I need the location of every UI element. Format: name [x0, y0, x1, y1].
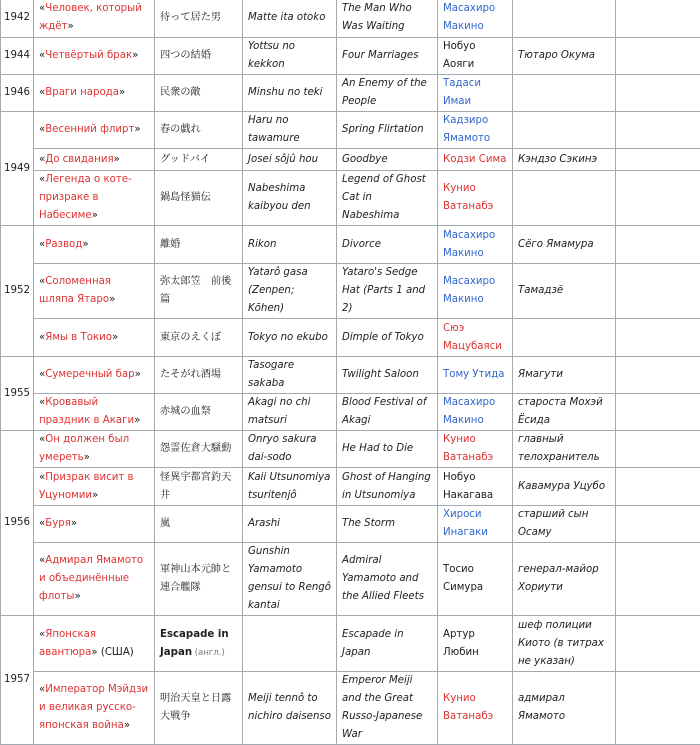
romaji-cell: Minshu no teki: [243, 75, 337, 112]
director-cell: [438, 75, 513, 112]
japanese-title: 四つの結婚: [160, 50, 211, 61]
romaji-cell: Gunshin Yamamoto gensui to Rengô kantai: [243, 543, 337, 616]
romaji-cell: Tasogare sakaba: [243, 357, 337, 394]
empty-cell: [616, 616, 700, 672]
director-cell: [438, 149, 513, 171]
director-cell: [438, 0, 513, 38]
title-link[interactable]: Развод: [45, 239, 82, 250]
year-cell: 1942: [1, 0, 34, 38]
empty-cell: [616, 149, 700, 171]
english-title-cell: Escapade in Japan: [337, 616, 438, 672]
role-cell: старший сын Осаму: [513, 506, 616, 543]
title-cell: «Легенда о коте-призраке в Набесиме»: [34, 171, 155, 226]
role-cell: генерал-майор Хориути: [513, 543, 616, 616]
director-name[interactable]: Кунио Ватанабэ: [443, 183, 493, 212]
title-link[interactable]: Буря: [45, 518, 71, 529]
role-cell: Сёго Ямамура: [513, 226, 616, 264]
english-title-cell: Yataro's Sedge Hat (Parts 1 and 2): [337, 264, 438, 319]
table-row: [1, 616, 700, 672]
english-title-cell: Twilight Saloon: [337, 357, 438, 394]
table-row: [1, 506, 700, 543]
director-cell: [438, 506, 513, 543]
table-row: [1, 38, 700, 75]
japanese-title: 嵐: [160, 518, 170, 529]
japanese-title-cell: [155, 394, 243, 431]
japanese-title-cell: [155, 0, 243, 38]
japanese-title: 春の戯れ: [160, 124, 201, 135]
english-title-cell: Emperor Meiji and the Great Russo-Japanese War: [337, 672, 438, 745]
table-row: [1, 543, 700, 616]
director-cell: [438, 431, 513, 468]
role-cell: [513, 319, 616, 357]
romaji-cell: Haru no tawamure: [243, 112, 337, 149]
japanese-title-cell: [155, 506, 243, 543]
director-cell: [438, 264, 513, 319]
empty-cell: [616, 75, 700, 112]
table-row: [1, 468, 700, 506]
title-cell: «До свидания»: [34, 149, 155, 171]
japanese-title: たそがれ酒場: [160, 369, 221, 380]
role-cell: Кэндзо Сэкинэ: [513, 149, 616, 171]
title-cell: «Соломенная шляпа Ятаро»: [34, 264, 155, 319]
role-cell: [513, 75, 616, 112]
title-suffix: (США): [98, 647, 134, 658]
title-cell: «Сумеречный бар»: [34, 357, 155, 394]
title-link[interactable]: Император Мэйдзи и великая русско-японская война: [39, 684, 148, 731]
role-cell: староста Мохэй Ёсида: [513, 394, 616, 431]
director-name[interactable]: Кадзиро Ямамото: [443, 115, 490, 144]
japanese-title-cell: [155, 75, 243, 112]
empty-cell: [616, 112, 700, 149]
title-cell: «Человек, который ждёт»: [34, 0, 155, 38]
japanese-title-cell: [155, 38, 243, 75]
romaji-cell: Yatarô gasa (Zenpen; Kōhen): [243, 264, 337, 319]
japanese-title: 軍神山本元帥と連合艦隊: [160, 564, 231, 593]
director-cell: [438, 112, 513, 149]
title-cell: «Буря»: [34, 506, 155, 543]
empty-cell: [616, 506, 700, 543]
role-cell: адмирал Ямамото: [513, 672, 616, 745]
japanese-title: Escapade in Japan: [160, 629, 229, 658]
romaji-cell: Matte ita otoko: [243, 0, 337, 38]
romaji-cell: Meiji tennô to nichiro daisenso: [243, 672, 337, 745]
japanese-title: 明治天皇と日露大戦争: [160, 693, 231, 722]
title-cell: «Четвёртый брак»: [34, 38, 155, 75]
year-cell: 1949: [1, 112, 34, 226]
title-link[interactable]: Четвёртый брак: [45, 50, 132, 61]
empty-cell: [616, 431, 700, 468]
language-note: (англ.): [192, 648, 225, 658]
role-cell: [513, 112, 616, 149]
table-body: [1, 0, 700, 745]
english-title-cell: The Man Who Was Waiting: [337, 0, 438, 38]
title-cell: «Развод»: [34, 226, 155, 264]
japanese-title-cell: [155, 431, 243, 468]
japanese-title: 東京のえくぼ: [160, 332, 221, 343]
japanese-title-cell: [155, 616, 243, 672]
japanese-title-cell: [155, 149, 243, 171]
japanese-title: 怨霊佐倉大騒動: [160, 443, 231, 454]
japanese-title: 弥太郎笠 前後篇: [160, 276, 231, 305]
romaji-cell: Onryo sakura dai-sodo: [243, 431, 337, 468]
role-cell: [513, 171, 616, 226]
director-cell: [438, 394, 513, 431]
year-cell: 1956: [1, 431, 34, 616]
title-cell: «Призрак висит в Уцуномии»: [34, 468, 155, 506]
table-row: [1, 0, 700, 38]
director-cell: [438, 543, 513, 616]
japanese-title-cell: [155, 468, 243, 506]
role-cell: главный телохранитель: [513, 431, 616, 468]
director-name[interactable]: Тому Утида: [443, 369, 504, 380]
romaji-cell: Josei sôjû hou: [243, 149, 337, 171]
english-title-cell: Admiral Yamamoto and the Allied Fleets: [337, 543, 438, 616]
director-name: Тосио Симура: [443, 564, 483, 593]
director-name[interactable]: Сюэ Мацубаяси: [443, 323, 502, 352]
table-row: [1, 672, 700, 745]
empty-cell: [616, 357, 700, 394]
japanese-title-cell: [155, 319, 243, 357]
table-row: [1, 171, 700, 226]
japanese-title-cell: [155, 357, 243, 394]
director-cell: [438, 672, 513, 745]
director-name[interactable]: Масахиро Макино: [443, 397, 495, 426]
title-link[interactable]: Ямы в Токио: [45, 332, 112, 343]
empty-cell: [616, 468, 700, 506]
director-name: Артур Любин: [443, 629, 479, 658]
year-cell: 1955: [1, 357, 34, 431]
director-name[interactable]: Кодзи Сима: [443, 154, 506, 165]
role-cell: Тютаро Окума: [513, 38, 616, 75]
english-title-cell: Spring Flirtation: [337, 112, 438, 149]
director-cell: [438, 357, 513, 394]
romaji-cell: Nabeshima kaibyou den: [243, 171, 337, 226]
director-cell: [438, 319, 513, 357]
table-row: [1, 264, 700, 319]
english-title-cell: The Storm: [337, 506, 438, 543]
title-cell: «Весенний флирт»: [34, 112, 155, 149]
director-name: Нобуо Накагава: [443, 472, 493, 501]
japanese-title: 離婚: [160, 239, 180, 250]
japanese-title: 待って居た男: [160, 12, 221, 23]
romaji-cell: Rikon: [243, 226, 337, 264]
english-title-cell: Four Marriages: [337, 38, 438, 75]
title-link[interactable]: Человек, который ждёт: [39, 3, 142, 32]
english-title-cell: Legend of Ghost Cat in Nabeshima: [337, 171, 438, 226]
title-cell: «Враги народа»: [34, 75, 155, 112]
table-row: [1, 431, 700, 468]
empty-cell: [616, 394, 700, 431]
director-name[interactable]: Кунио Ватанабэ: [443, 693, 493, 722]
table-row: [1, 149, 700, 171]
director-name[interactable]: Масахиро Макино: [443, 276, 495, 305]
english-title-cell: Ghost of Hanging in Utsunomiya: [337, 468, 438, 506]
role-cell: Тамадзё: [513, 264, 616, 319]
english-title-cell: Divorce: [337, 226, 438, 264]
title-cell: «Император Мэйдзи и великая русско-японская война»: [34, 672, 155, 745]
director-name[interactable]: Тадаси Имаи: [443, 78, 481, 107]
table-row: [1, 112, 700, 149]
english-title-cell: An Enemy of the People: [337, 75, 438, 112]
role-cell: Ямагути: [513, 357, 616, 394]
japanese-title-cell: [155, 672, 243, 745]
year-cell: 1957: [1, 616, 34, 745]
director-name[interactable]: Масахиро Макино: [443, 3, 495, 32]
romaji-cell: Arashi: [243, 506, 337, 543]
title-link[interactable]: Японская авантюра: [39, 629, 96, 658]
title-cell: «Адмирал Ямамото и объединённые флоты»: [34, 543, 155, 616]
table-row: [1, 394, 700, 431]
director-name: Нобуо Аояги: [443, 41, 475, 70]
english-title-cell: Dimple of Tokyo: [337, 319, 438, 357]
empty-cell: [616, 672, 700, 745]
title-cell: «Японская авантюра» (США): [34, 616, 155, 672]
title-link[interactable]: Соломенная шляпа Ятаро: [39, 276, 111, 305]
japanese-title: 赤城の血祭: [160, 406, 211, 417]
year-cell: 1944: [1, 38, 34, 75]
table-row: [1, 226, 700, 264]
title-link[interactable]: До свидания: [45, 154, 113, 165]
empty-cell: [616, 264, 700, 319]
title-cell: «Он должен был умереть»: [34, 431, 155, 468]
title-link[interactable]: Призрак висит в Уцуномии: [39, 472, 134, 501]
title-link[interactable]: Враги народа: [45, 87, 119, 98]
english-title-cell: Goodbye: [337, 149, 438, 171]
director-cell: [438, 38, 513, 75]
title-link[interactable]: Сумеречный бар: [45, 369, 134, 380]
romaji-cell: Tokyo no ekubo: [243, 319, 337, 357]
title-cell: «Кровавый праздник в Акаги»: [34, 394, 155, 431]
japanese-title-cell: [155, 264, 243, 319]
romaji-cell: Akagi no chi matsuri: [243, 394, 337, 431]
romaji-cell: Kaii Utsunomiya tsuritenjô: [243, 468, 337, 506]
table-row: [1, 75, 700, 112]
role-cell: Кавамура Уцубо: [513, 468, 616, 506]
director-cell: [438, 468, 513, 506]
japanese-title: 怪異宇都宮釣天井: [160, 472, 231, 501]
japanese-title: 鍋島怪猫伝: [160, 192, 211, 203]
title-link[interactable]: Кровавый праздник в Акаги: [39, 397, 134, 426]
role-cell: шеф полиции Киото (в титрах не указан): [513, 616, 616, 672]
english-title-cell: He Had to Die: [337, 431, 438, 468]
director-cell: [438, 226, 513, 264]
empty-cell: [616, 171, 700, 226]
japanese-title-cell: [155, 543, 243, 616]
title-link[interactable]: Легенда о коте-призраке в Набесиме: [39, 174, 132, 221]
empty-cell: [616, 319, 700, 357]
empty-cell: [616, 0, 700, 38]
director-cell: [438, 171, 513, 226]
english-title-cell: Blood Festival of Akagi: [337, 394, 438, 431]
year-cell: 1952: [1, 226, 34, 357]
year-cell: 1946: [1, 75, 34, 112]
table-row: [1, 319, 700, 357]
japanese-title-cell: [155, 171, 243, 226]
title-link[interactable]: Он должен был умереть: [39, 434, 129, 463]
title-cell: «Ямы в Токио»: [34, 319, 155, 357]
director-name[interactable]: Масахиро Макино: [443, 230, 495, 259]
japanese-title: グッドバイ: [160, 154, 210, 165]
table-row: [1, 357, 700, 394]
empty-cell: [616, 38, 700, 75]
director-name[interactable]: Кунио Ватанабэ: [443, 434, 493, 463]
empty-cell: [616, 226, 700, 264]
romaji-cell: Yottsu no kekkon: [243, 38, 337, 75]
title-link[interactable]: Адмирал Ямамото и объединённые флоты: [39, 555, 143, 602]
japanese-title-cell: [155, 112, 243, 149]
role-cell: [513, 0, 616, 38]
director-cell: [438, 616, 513, 672]
romaji-cell: [243, 616, 337, 672]
japanese-title-cell: [155, 226, 243, 264]
japanese-title: 民衆の敵: [160, 87, 201, 98]
director-name[interactable]: Хироси Инагаки: [443, 509, 488, 538]
empty-cell: [616, 543, 700, 616]
title-link[interactable]: Весенний флирт: [45, 124, 134, 135]
